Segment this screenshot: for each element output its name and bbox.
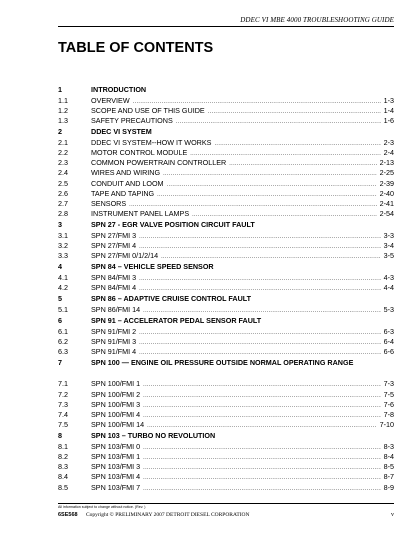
toc-entry-number: 8.1 (58, 441, 68, 451)
toc-entry-page: 8-9 (383, 482, 394, 492)
header-rule (58, 26, 394, 27)
toc-entry-title: SPN 91/FMI 4 (91, 347, 137, 357)
toc-entry-title: SPN 91/FMI 2 (91, 326, 137, 336)
toc-entry-page: 2-54 (379, 209, 394, 219)
toc-section-title: SPN 27 - EGR VALVE POSITION CIRCUIT FAULT (91, 220, 255, 230)
toc-entry-page: 5-3 (383, 304, 394, 314)
toc-entry[interactable] (58, 138, 394, 148)
toc-entry-page: 1-4 (383, 105, 394, 115)
toc-entry-page: 3-4 (383, 241, 394, 251)
toc-entry-page: 6-4 (383, 336, 394, 346)
toc-entry[interactable] (58, 390, 394, 400)
toc-section-heading[interactable] (58, 357, 394, 379)
toc-entry-page: 7-3 (383, 379, 394, 389)
toc-entry[interactable] (58, 283, 394, 293)
toc-section-number: 6 (58, 316, 62, 326)
toc-entry-number: 2.5 (58, 178, 68, 188)
toc-section-title: SPN 100 — ENGINE OIL PRESSURE OUTSIDE NORMAL OPERATING RANGE (91, 358, 354, 368)
toc-entry-page: 7-8 (383, 409, 394, 419)
toc-entry-page: 7-10 (379, 420, 394, 430)
toc-section-title: INTRODUCTION (91, 85, 147, 94)
toc-entry-number: 4.1 (58, 273, 68, 282)
toc-entry[interactable] (58, 347, 394, 357)
toc-entry-page: 2-41 (379, 198, 394, 208)
toc-entry-number: 6.1 (58, 326, 68, 336)
toc-entry-page: 3-3 (383, 230, 394, 240)
toc-entry-title: SPN 84/FMI 4 (91, 283, 137, 293)
toc-section-heading[interactable] (58, 293, 394, 305)
toc-entry-number: 3.2 (58, 241, 68, 251)
footer-note: All information subject to change without notice. (Rev. ) (58, 505, 146, 509)
toc-entry-title: SPN 103/FMI 1 (91, 452, 141, 462)
toc-entry-number: 4.2 (58, 283, 68, 293)
toc-entry-title: SENSORS (91, 198, 127, 208)
toc-section-title: SPN 86 – ADAPTIVE CRUISE CONTROL FAULT (91, 294, 252, 304)
toc-section-title: DDEC VI SYSTEM (91, 127, 152, 137)
toc-entry-page: 2-13 (379, 158, 394, 168)
toc-entry[interactable] (58, 420, 394, 430)
toc-entry-number: 8.5 (58, 482, 68, 492)
toc-entry-title: WIRES AND WIRING (91, 168, 161, 178)
toc-entry[interactable] (58, 189, 394, 199)
toc-entry-number: 2.1 (58, 137, 68, 147)
toc-entry-title: CONDUIT AND LOOM (91, 178, 164, 188)
toc-entry-page: 8-3 (383, 441, 394, 451)
page-number: v (391, 512, 394, 518)
document-number: 6SE568 (58, 512, 78, 518)
toc-entry-title: DDEC VI SYSTEM--HOW IT WORKS (91, 137, 212, 147)
toc-entry[interactable] (58, 462, 394, 472)
toc-section-title: SPN 84 – VEHICLE SPEED SENSOR (91, 262, 214, 272)
toc-entry-page: 2-3 (383, 137, 394, 147)
toc-entry[interactable] (58, 273, 394, 283)
toc-entry-number: 2.6 (58, 188, 68, 198)
table-of-contents (58, 84, 394, 493)
toc-entry-title: SPN 103/FMI 3 (91, 462, 141, 472)
toc-entry-number: 3.1 (58, 230, 68, 240)
toc-entry-title: SPN 27/FMI 3 (91, 230, 137, 240)
toc-entry[interactable] (58, 337, 394, 347)
toc-entry[interactable] (58, 442, 394, 452)
toc-entry-page: 4-4 (383, 283, 394, 293)
toc-section-number: 8 (58, 431, 62, 441)
toc-entry[interactable] (58, 199, 394, 209)
toc-section-number: 2 (58, 127, 62, 137)
toc-entry-title: INSTRUMENT PANEL LAMPS (91, 209, 190, 219)
toc-entry-title: OVERVIEW (91, 95, 130, 105)
toc-entry-number: 5.1 (58, 304, 68, 314)
toc-entry-number: 8.3 (58, 462, 68, 472)
toc-section-heading[interactable] (58, 315, 394, 327)
toc-entry-title: SPN 91/FMI 3 (91, 336, 137, 346)
toc-entry[interactable] (58, 305, 394, 315)
toc-entry-title: SPN 100/FMI 2 (91, 389, 141, 399)
toc-entry[interactable] (58, 168, 394, 178)
toc-section-title: SPN 91 – ACCELERATOR PEDAL SENSOR FAULT (91, 316, 262, 326)
toc-section-heading[interactable] (58, 261, 394, 273)
page-title: TABLE OF CONTENTS (58, 40, 214, 56)
toc-entry-page: 8-4 (383, 452, 394, 462)
toc-section-heading[interactable] (58, 219, 394, 231)
toc-entry[interactable] (58, 116, 394, 126)
toc-entry[interactable] (58, 209, 394, 219)
toc-entry-title: SPN 103/FMI 4 (91, 472, 141, 482)
toc-entry-page: 7-5 (383, 389, 394, 399)
toc-entry-number: 1.1 (58, 95, 68, 105)
toc-entry-page: 7-6 (383, 399, 394, 409)
footer-rule (58, 503, 394, 504)
toc-entry[interactable] (58, 452, 394, 462)
toc-entry-number: 7.5 (58, 420, 68, 430)
toc-entry[interactable] (58, 179, 394, 189)
toc-entry-number: 7.4 (58, 409, 68, 419)
toc-entry-number: 7.2 (58, 389, 68, 399)
toc-entry[interactable] (58, 483, 394, 493)
toc-entry-number: 6.3 (58, 347, 68, 357)
toc-entry-page: 2-40 (379, 188, 394, 198)
toc-entry-number: 2.4 (58, 168, 68, 178)
toc-entry-title: SPN 100/FMI 3 (91, 399, 141, 409)
toc-section-heading[interactable] (58, 430, 394, 442)
toc-entry-title: TAPE AND TAPING (91, 188, 155, 198)
toc-entry-page: 8-7 (383, 472, 394, 482)
toc-section-heading[interactable] (58, 126, 394, 138)
toc-section-number: 7 (58, 358, 62, 368)
toc-section-number: 4 (58, 262, 62, 272)
toc-entry-number: 7.1 (58, 379, 68, 389)
toc-entry-page: 2-39 (379, 178, 394, 188)
toc-entry[interactable] (58, 410, 394, 420)
toc-entry-title: MOTOR CONTROL MODULE (91, 147, 188, 157)
toc-section-number: 3 (58, 220, 62, 230)
toc-entry-page: 1-3 (383, 95, 394, 105)
toc-entry-title: SCOPE AND USE OF THIS GUIDE (91, 105, 205, 115)
toc-section-title: SPN 103 – TURBO NO REVOLUTION (91, 431, 216, 441)
toc-entry-page: 4-3 (383, 273, 394, 282)
toc-entry-number: 1.3 (58, 115, 68, 125)
toc-entry[interactable] (58, 231, 394, 241)
toc-section-number: 1 (58, 85, 62, 94)
toc-entry-number: 2.2 (58, 147, 68, 157)
toc-entry[interactable] (58, 400, 394, 410)
toc-entry-page: 2-25 (379, 168, 394, 178)
toc-entry-number: 1.2 (58, 105, 68, 115)
toc-entry-title: COMMON POWERTRAIN CONTROLLER (91, 158, 227, 168)
toc-entry-page: 6-6 (383, 347, 394, 357)
toc-entry[interactable] (58, 158, 394, 168)
toc-entry[interactable] (58, 379, 394, 389)
toc-entry-number: 8.4 (58, 472, 68, 482)
toc-entry-number: 2.3 (58, 158, 68, 168)
toc-entry-page: 3-5 (383, 251, 394, 261)
toc-entry[interactable] (58, 327, 394, 337)
running-header: DDEC VI MBE 4000 TROUBLESHOOTING GUIDE (240, 16, 394, 24)
toc-entry[interactable] (58, 106, 394, 116)
toc-entry-page: 6-3 (383, 326, 394, 336)
toc-entry-page: 1-6 (383, 115, 394, 125)
toc-entry-title: SPN 100/FMI 1 (91, 379, 141, 389)
copyright-notice: Copyright © PRELIMINARY 2007 DETROIT DIESEL CORPORATION (86, 512, 250, 518)
toc-section-heading[interactable] (58, 84, 394, 96)
toc-entry[interactable] (58, 148, 394, 158)
toc-entry-title: SPN 103/FMI 7 (91, 482, 141, 492)
toc-entry-title: SPN 27/FMI 0/1/2/14 (91, 251, 159, 261)
toc-entry[interactable] (58, 241, 394, 251)
toc-entry-title: SPN 84/FMI 3 (91, 273, 137, 282)
toc-entry-page: 8-5 (383, 462, 394, 472)
toc-entry-number: 2.7 (58, 198, 68, 208)
toc-entry[interactable] (58, 251, 394, 261)
toc-entry[interactable] (58, 472, 394, 482)
toc-section-number: 5 (58, 294, 62, 304)
toc-entry-title: SPN 103/FMI 0 (91, 441, 141, 451)
dot-leader (143, 484, 380, 494)
toc-entry-title: SPN 100/FMI 4 (91, 409, 141, 419)
toc-entry-title: SPN 27/FMI 4 (91, 241, 137, 251)
toc-entry-title: SAFETY PRECAUTIONS (91, 115, 173, 125)
toc-entry-title: SPN 100/FMI 14 (91, 420, 145, 430)
toc-entry-number: 3.3 (58, 251, 68, 261)
toc-entry[interactable] (58, 96, 394, 106)
toc-entry-title: SPN 86/FMI 14 (91, 304, 141, 314)
toc-entry-number: 8.2 (58, 452, 68, 462)
toc-entry-number: 6.2 (58, 336, 68, 346)
toc-entry-number: 7.3 (58, 399, 68, 409)
toc-entry-number: 2.8 (58, 209, 68, 219)
toc-entry-page: 2-4 (383, 147, 394, 157)
